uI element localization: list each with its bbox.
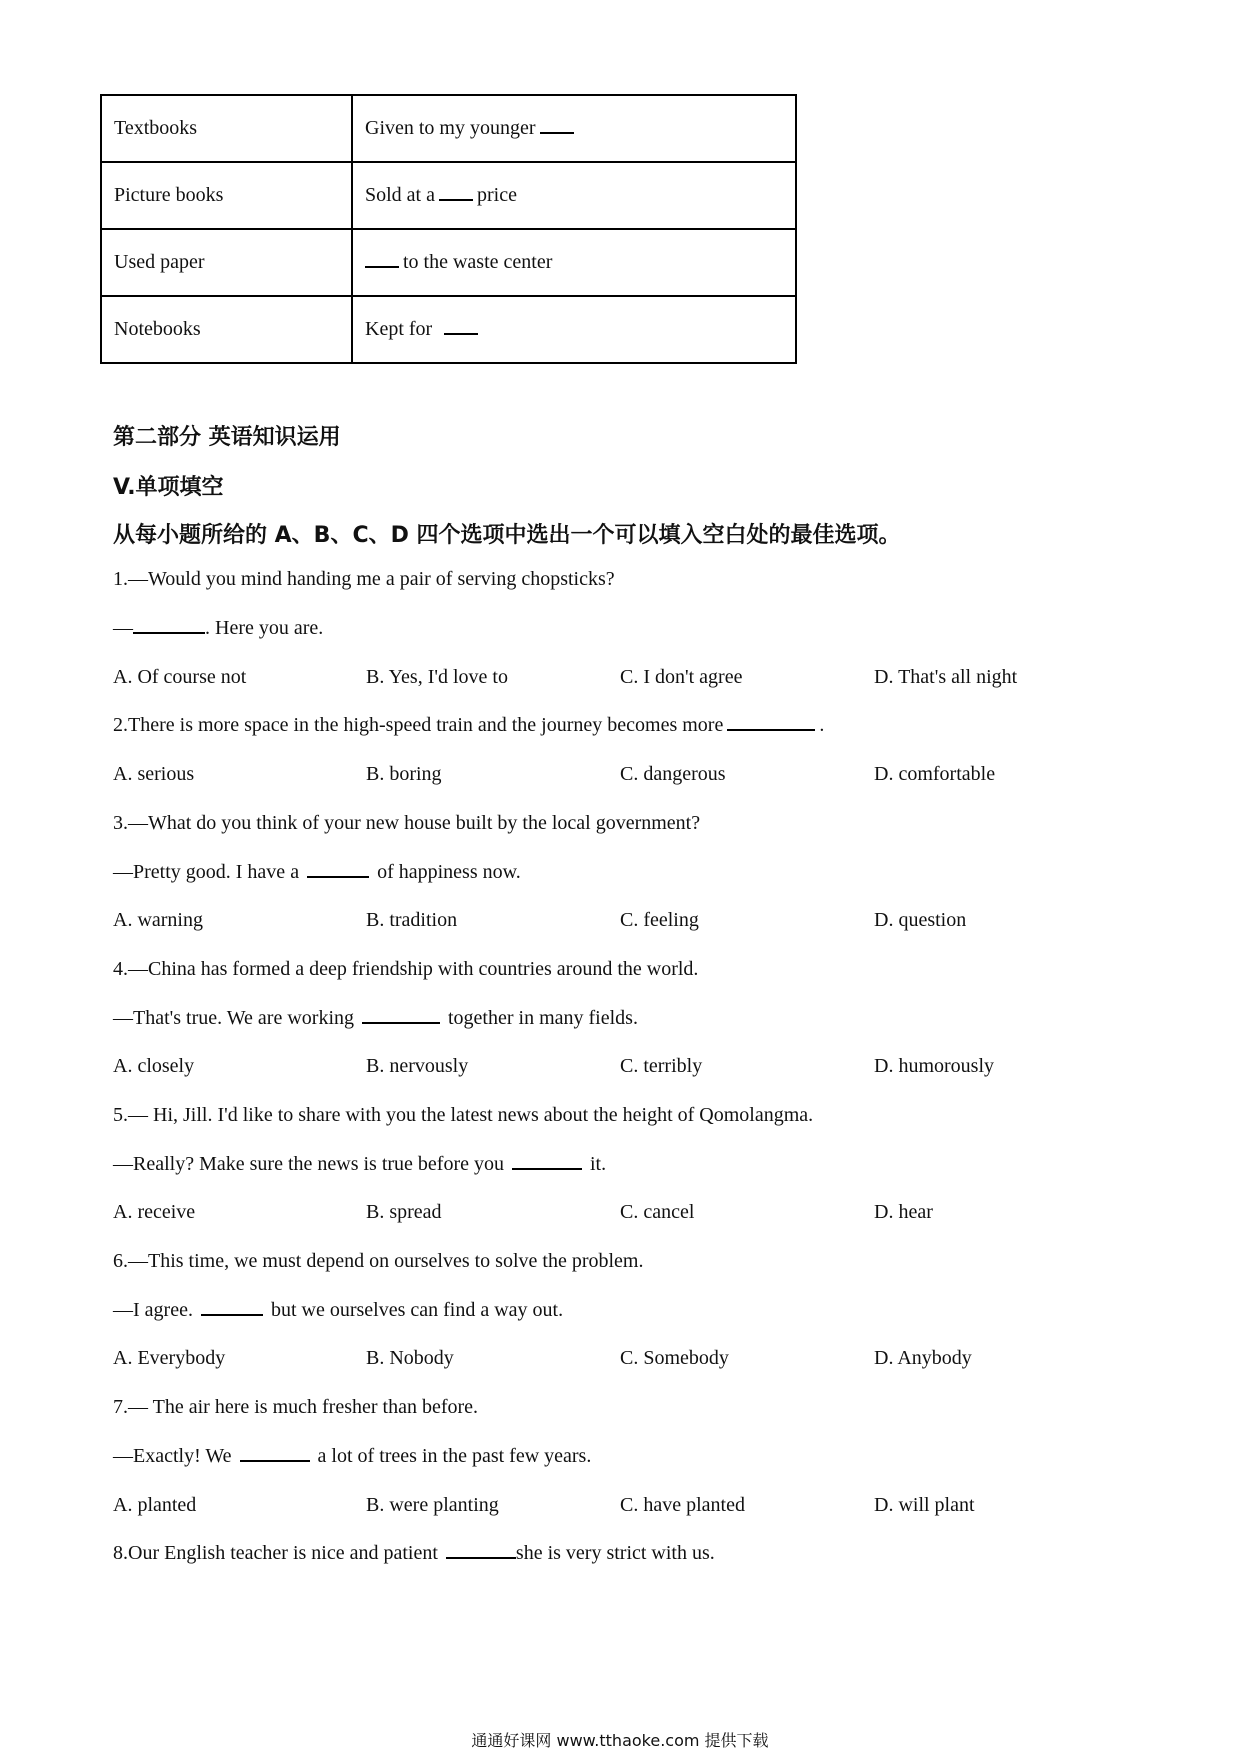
question-text: 8.Our English teacher is nice and patient <box>113 1542 438 1564</box>
option-c[interactable]: C. have planted <box>620 1494 745 1516</box>
part-title: 第二部分 英语知识运用 <box>113 425 341 450</box>
option-b[interactable]: B. tradition <box>366 909 458 931</box>
question-8 <box>113 1542 715 1565</box>
question-text: — <box>113 617 133 639</box>
answer-blank[interactable] <box>446 1556 516 1559</box>
option-b[interactable]: B. nervously <box>366 1055 469 1077</box>
option-c[interactable]: C. terribly <box>620 1055 703 1077</box>
option-a[interactable]: A. planted <box>113 1494 197 1516</box>
option-b[interactable]: B. Nobody <box>366 1347 454 1369</box>
question-4 <box>113 958 698 981</box>
answer-blank[interactable] <box>512 1167 582 1170</box>
question-3 <box>113 812 700 835</box>
cell-text: Sold at a <box>365 184 435 206</box>
question-text: 2.There is more space in the high-speed train and the journey becomes more <box>113 714 724 736</box>
answer-blank[interactable] <box>307 875 369 878</box>
cell-text: to the waste center <box>403 251 553 273</box>
answer-blank[interactable] <box>365 265 399 268</box>
section-title: V.单项填空 <box>113 475 224 500</box>
answer-blank[interactable] <box>240 1459 310 1462</box>
question-2 <box>113 714 824 737</box>
question-text: together in many fields. <box>448 1007 638 1029</box>
option-c[interactable]: C. feeling <box>620 909 699 931</box>
question-text: but we ourselves can find a way out. <box>270 1299 564 1321</box>
question-7 <box>113 1396 478 1419</box>
question-text: . Here you are. <box>205 617 324 639</box>
option-b[interactable]: B. spread <box>366 1201 442 1223</box>
question-text: a lot of trees in the past few years. <box>317 1445 592 1467</box>
question-text: 4.—China has formed a deep friendship with countries around the world. <box>113 958 699 980</box>
answer-blank[interactable] <box>201 1313 263 1316</box>
table-cell-use <box>352 162 796 229</box>
answer-blank[interactable] <box>362 1021 440 1024</box>
table-row <box>101 95 796 162</box>
question-7-reply <box>113 1445 591 1468</box>
question-text: 3.—What do you think of your new house built by the local government? <box>113 812 701 834</box>
question-text: —I agree. <box>113 1299 193 1321</box>
table-row <box>101 162 796 229</box>
question-text: it. <box>590 1153 607 1175</box>
question-3-reply <box>113 861 521 884</box>
option-d[interactable]: D. hear <box>874 1201 933 1223</box>
question-text: 7.— The air here is much fresher than before. <box>113 1396 479 1418</box>
answer-blank[interactable] <box>439 198 473 201</box>
option-d[interactable]: D. question <box>874 909 967 931</box>
option-c[interactable]: C. Somebody <box>620 1347 729 1369</box>
answer-blank[interactable] <box>444 332 478 335</box>
option-b[interactable]: B. were planting <box>366 1494 499 1516</box>
question-text: —That's true. We are working <box>113 1007 354 1029</box>
page-footer: 通通好课网 www.tthaoke.com 提供下载 <box>471 1731 769 1750</box>
question-text: of happiness now. <box>377 861 521 883</box>
question-6-reply <box>113 1299 563 1322</box>
table-cell-use <box>352 296 796 363</box>
table-cell-use <box>352 95 796 162</box>
question-1-reply <box>113 617 323 640</box>
option-d[interactable]: D. comfortable <box>874 763 996 785</box>
answer-blank[interactable] <box>727 728 815 731</box>
cell-text: price <box>477 184 517 206</box>
question-5-reply <box>113 1153 606 1176</box>
option-d[interactable]: D. Anybody <box>874 1347 972 1369</box>
answer-blank[interactable] <box>540 131 574 134</box>
question-text: 1.—Would you mind handing me a pair of serving chopsticks? <box>113 568 615 590</box>
question-text: —Really? Make sure the news is true before you <box>113 1153 504 1175</box>
option-b[interactable]: B. boring <box>366 763 442 785</box>
option-d[interactable]: D. will plant <box>874 1494 975 1516</box>
option-c[interactable]: C. I don't agree <box>620 666 743 688</box>
table-cell-item: Notebooks <box>101 296 352 363</box>
option-a[interactable]: A. Of course not <box>113 666 247 688</box>
answer-blank[interactable] <box>133 631 205 634</box>
option-b[interactable]: B. Yes, I'd love to <box>366 666 508 688</box>
table-cell-item: Textbooks <box>101 95 352 162</box>
table-cell-use <box>352 229 796 296</box>
option-d[interactable]: D. That's all night <box>874 666 1018 688</box>
books-table <box>100 94 797 364</box>
option-a[interactable]: A. serious <box>113 763 195 785</box>
question-text: . <box>819 714 825 736</box>
question-5 <box>113 1104 813 1127</box>
question-text: 6.—This time, we must depend on ourselves to solve the problem. <box>113 1250 644 1272</box>
cell-text: Kept for <box>365 318 433 340</box>
question-4-reply <box>113 1007 638 1030</box>
question-text: —Exactly! We <box>113 1445 232 1467</box>
option-a[interactable]: A. closely <box>113 1055 195 1077</box>
option-d[interactable]: D. humorously <box>874 1055 994 1077</box>
table-cell-item: Picture books <box>101 162 352 229</box>
question-text: —Pretty good. I have a <box>113 861 300 883</box>
question-text: 5.— Hi, Jill. I'd like to share with you the latest news about the height of Qomolangma. <box>113 1104 814 1126</box>
question-1 <box>113 568 615 591</box>
option-c[interactable]: C. dangerous <box>620 763 726 785</box>
option-a[interactable]: A. warning <box>113 909 203 931</box>
instruction: 从每小题所给的 A、B、C、D 四个选项中选出一个可以填入空白处的最佳选项。 <box>113 523 901 548</box>
option-a[interactable]: A. Everybody <box>113 1347 226 1369</box>
question-text: she is very strict with us. <box>515 1542 715 1564</box>
cell-text: Given to my younger <box>365 117 536 139</box>
table-row <box>101 229 796 296</box>
table-row <box>101 296 796 363</box>
question-6 <box>113 1250 643 1273</box>
option-c[interactable]: C. cancel <box>620 1201 695 1223</box>
table-cell-item: Used paper <box>101 229 352 296</box>
option-a[interactable]: A. receive <box>113 1201 196 1223</box>
